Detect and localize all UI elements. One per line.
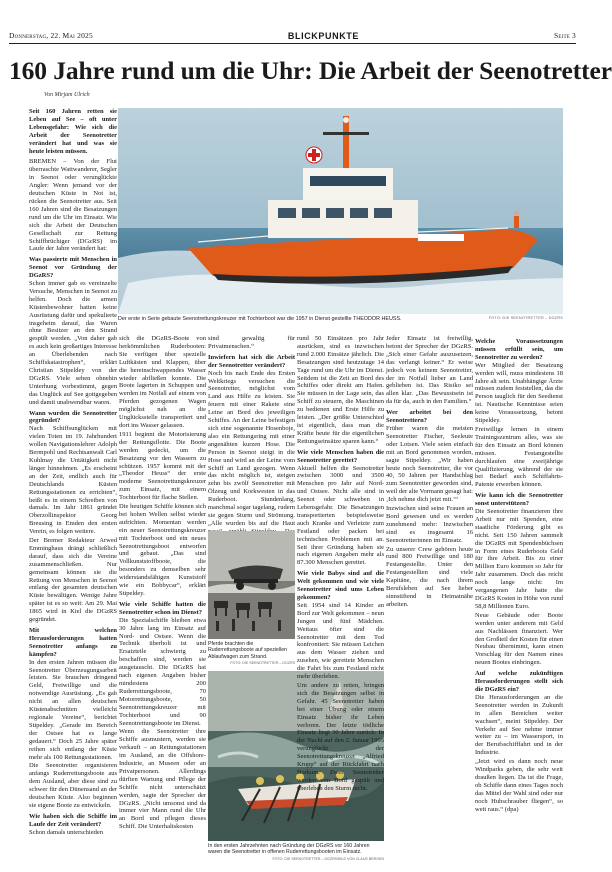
photo-credit: FOTO: DIE SEENOTRETTER – DGZRS [230,661,295,666]
subheading: Auf welche zukünftigen Herausforderungen stellt sich die DGzRS ein? [475,670,563,693]
paragraph: Die Seenotretter finanzieren ihre Arbeit nur mit Spenden, eine staatliche Förderung gibt es nicht. Seit 150 Jahren sammelt die DGzRS mit Spendenbüchsen in Form eines Ruderboots Geld für ihre Arbeit. Bis zu einer Million Euro kommen so Jahr für Jahr zusammen. Doch das reicht noch lange nicht: Im vergangenen Jahr hatte die DGzRS Kosten in Höhe von rund 58,8 Millionen Euro. [475,508,563,610]
subheading: Inwiefern hat sich die Arbeit der Seenotretter verändert? [208,353,295,369]
article-headline: 160 Jahre rund um die Uhr: Die Arbeit der Seenotretter [9,56,612,85]
byline: Von Mirjam Ulrich [44,92,90,98]
paragraph: Die Seenotretter organisieren anfangs Ruderrettungsboote aus dem Ausland, aber diese sind zu schwer für den Dünensand an der deutschen Küste. Also beginnen sie eigene Boote zu entwickeln. [29,762,117,809]
subheading: Mit welchen Herausforderungen hatten Seenotretter anfangs zu kämpfen? [29,627,117,658]
subheading: Wie viele Babys sind auf die Welt gekommen und wie viele Seenotretter sind ums Leben gekommen? [297,570,384,601]
paragraph: Jeder Einsatz ist freiwillig, betont der Sprecher der DGzRS. „Sich einer Gefahr auszusetzen, das verlangt keiner.“ Er weise jedoch von keinem Seenotretter, der im Notfall lieber an Land geblieben ist. Das Risiko sei allen klar. „Das Bewusstsein ist da für da, auch in den Familien.“ [386,335,473,406]
subheading: Wie kann ich die Seenotretter sonst unterstützen? [475,492,563,508]
paragraph: BREMEN – Von der Flut überraschte Wattwanderer, Segler in Seenot oder verunglückte Angler: Wenn jemand vor der deutschen Küste in Not ist, rücken die Seenotretter aus. Seit 160 Jahren sind die Besatzungen rund um die Uhr im Einsatz. Wie sich die Arbeit der Deutschen Gesellschaft zur Rettung Schiffbrüchiger (DGzRS) im Laufe der Jahre verändert hat: [29,158,117,253]
paragraph: Die Herausforderungen an die Seenotretter werden in Zukunft in allen Bereichen weiter wachsen“, meint Stipeldey. Der Verkehr auf See nehme immer weiter zu – im Wassersport, in der Berufsschifffahrt und in der Industrie. [475,693,563,757]
article-column-6 [475,335,563,861]
bw-photo-caption [208,641,295,667]
paragraph: Früher waren die meisten Seenotretter Fischer, Seeleute oder Lotsen. Viele seien einfach mit an Bord genommen worden, sagte Stipeldey. „Wir haben heute noch Seenotretter, die vor 40, 50 Jahren per Handschlag zum Seenotretter geworden sind, weil der alte Vormann gesagt hat: ‚Ich nehme dich jetzt mit.‘“ [386,424,473,504]
horse-wagon-photo [208,531,295,639]
rescue-cruiser-illustration [118,108,563,314]
paragraph: Schon damals unterschieden [29,828,104,836]
paragraph: Um andere zu retten, bringen sich die Besatzungen selbst in Gefahr. 45 Seenotretter haben bei einer Übung oder einem Einsatz bisher ihr Leben verloren. Der letzte tödliche Einsatz liegt 30 Jahre zurück: In der Nacht auf den 2. Januar 1995 verunglückt der Seenotrettungskreuzer „Alfried Krupp“ auf der Rückfahrt nach Borkum. Zwei Seenotretter werden von Bord gespült und überleben den Sturm nicht. [297,681,384,792]
subheading: Wie viele Menschen haben die Seenotretter gerettet? [297,448,384,464]
article-column-2 [119,335,206,861]
paragraph: Wenn die Seenotretter ihre Schiffe ausmustern, werden sie verkauft – an Rettungsstationen im Ausland, an die Offshore-Industrie, an Museen oder an Privatpersonen. Allerdings dürften Wartung und Pflege der Schiffe nicht unterschätzt werden, sagte der Sprecher der DGzRS. „Nicht umsonst sind da immer vier Mann rund die Uhr an Bord und pflegen dieses Schiff. Die Unterhaltskosten [119,728,206,831]
rescue-cruiser-photo [118,108,563,314]
article-column-3 [208,335,295,529]
horse-wagon-illustration [208,531,295,639]
paragraph: In den ersten Jahren müssen die Seenotretter Überzeugungsarbeit leisten. Sie brauchen dringend Geld, Freiwillige und die notwendige Ausrüstung. „Es gab nicht an allen deutschen Küstenabschnitten vielleicht regionale Vereine“, berichtet Stipeldey. „Gerade im Bereich der Ostsee hat es lange gedauert.“ Doch 25 Jahre später reihen sich entlang der Küste mehr als 100 Rettungsstationen. [29,658,117,761]
article-column-5 [386,335,473,861]
subheading: Wie viele Schiffe hatten die Seenotretter schon im Dienst? [119,600,206,616]
article-column-1 [29,108,117,861]
paragraph: Die heutigen Schiffe können sich bei hohen Wellen selbst wieder aufrichten. Momentan werden ein neuer Seenotrettungskreuzer mit Tochterboot und ein neues Seenotrettungsboot entworfen und gebaut. „Das sind Vollkunststoffboote, die besonders zu demselben sehr widerstandsfähigen Kunststoff wie ein Bobbycar“, erklärt Stipeldey. [119,503,206,597]
photo-credit: FOTO: DIE SEENOTRETTER – DGZRS [488,316,563,320]
paragraph: Schon immer gab es vereinzelte Versuche, Menschen in Seenot zu helfen. Doch die armen Küstenbewohner hatten keine Ausrüstung dafür und spekulierte insgeheim darauf, das Waren ohne Besitzer an den Strand gespült werden. „Von daher gab es auch kein großartiges Interesse an Überlebenden nach Schiffskatastrophen“, erklärt Christian Stipeldey von der DGzRS. Viele sehen ohnehin Unterhung vorbestimmt, gegen das Unglück auf See gottgegeben und damit unabwendbar waren. [29,280,117,406]
subheading: Wer arbeitet bei den Seenotrettern? [386,409,473,425]
main-photo-caption [118,316,563,322]
photo-credit: FOTO: DIE SEENOTRETTER – DGZRS/BILD VON CLAUS BERGEN [272,856,384,861]
subheading: Wann wurden die Seenotretter gegründet? [29,409,117,425]
paragraph: rund 50 Einsätzen pro Jahr ausrücken, sind es inzwischen rund 2.000 Einsätze jährlich. Die Besatzungen sind heutzutage 14 Tage rund um die Uhr im Dienst. Seitdem ist die Zeit an Bord des Schiffes oder direkt am Hafen. Sie müssen in der Lage sein, das Schiff zu steuern, die Maschinen zu bedienen und Erste Hilfe zu leisten. „Der größte Unterschied ist eigentlich, dass man die Kräfte heute für die eigentlichen Rettungseinsätze sparen kann.“ [297,335,384,445]
caption-text: In den ersten Jahrzehnten nach Gründung der DGzRS vor 160 Jahren waren die Seenotretter in offenen Ruderrettungsbooten im Einsatz. [208,843,370,856]
paragraph: Noch bis nach Ende des Ersten Weltkriegs versuchen die Seenotretter, möglichst vom Land aus Hilfe zu leisten. Sie feuern mit einer Rakete eine Leine an Bord des jeweiligen Schiffes. An der Leine befestigen sich eine sogenannte Hosenboje, also ein Rettungsring mit einer angenähten kurzen Hose. Die Person in Seenot steigt in die Hose und wird an der Leine vom Schiff an Land gezogen. Wenn das nicht möglich ist, steigen zehn bis zwölf Seenotretter mit Ölzeug und Korkwesten in das Ruderboot. Stundenlang, manchmal sogar tagelang, rudern sie gegen Sturm und Strömung. „Alle wurden bis auf die Haut [208,369,295,527]
caption-text: Der erste in Serie gebaute Seenotrettungskreuzer mit Tochterboot war die 1957 in Dienst gestellte THEODOR HEUSS. [118,316,402,322]
paragraph: Wer Mitglied der Besatzung werden will, muss mindestens 18 Jahre alt sein. Unabhängige Ärzte müssen zudem feststellen, das die Person tauglich für den Seedienst ist. Nautische Kenntnisse seien keine Voraussetzung, betont Stipeldey. [475,361,563,425]
paragraph: sind gewaltig für Privatmenschen.“ [208,335,295,350]
paragraph: „Jetzt wird es dann noch neue Windparks geben, die sehr weit draußen liegen. Da ist die Frage, ob Schiffe dann eines Tages noch das Mittel der Wahl sind oder nur noch Hubschrauber fliegen“, so weit raus.“ (dpa) [475,758,563,813]
article-column-4 [297,335,384,861]
paragraph: sich die DGzRS-Boote von herkömmlichen Ruderbooten: Sie verfügen über spezielle Luftkästen und Klappen, über die hereinschwappendes Wasser wieder abfließen konnte. Die Boote lagerten in Schuppen und werden im Notfall auf einem von Pferden gezogenen Wagen möglichst nah an die Unglücksstelle transportiert und dort ins Wasser gelassen. [119,335,206,429]
paragraph: Der Bremer Redakteur Arwed Emminghaus drängt schließlich darauf, dass sich die Vereine zusammenschließen. Nur gemeinsam können sie die Rettung von Menschen in Seenot entlang der gesamten deutschen Küste bewältigen. Wenige Jahre später ist es so weit: Am 29. Mai 1865 wird in Kiel die DGzRS gegründet. [29,537,117,624]
paragraph: Die Spezialschiffe bleiben etwa 30 Jahre lang im Einsatz auf Nord- und Ostsee. Wenn die Technik überholt ist und Ersatzteile schwierig zu beschaffen sind, werden sie ausgetauscht. Die DGzRS hat nach eigenen Angaben bisher mindestens 200 Ruderrettungsboote, 70 Motorrettungsboote, 50 Seenotrettungskreuzer mit Tochterboot und 90 Seenotrettungsboote im Dienst. [119,616,206,727]
paragraph: Seit 1954 sind 14 Kinder an Bord zur Welt gekommen – neun Jungen und fünf Mädchen. Weitaus öfter sind die Seenotretter mit dem Tod konfrontiert: Sie müssen Leichen aus dem Wasser ziehen und zusehen, wie gerettete Menschen die Fahrt bis zum Festland nicht mehr überleben. [297,601,384,681]
paragraph: Aktuell helfen die Seenotretter zwischen 3000 und 3500 Menschen pro Jahr auf Nord- und Ostsee. Nicht alle sind in Seenot oder schweben in Lebensgefahr. Die Besatzungen transportierten beispielsweise auch Kranke und Verletzte zum Festland oder packen bei technischen Problemen mit an. Seit ihrer Gründung haben sie nach eigenen Angaben mehr als 87.300 Menschen gerettet. [297,464,384,567]
subheading: Welche Voraussetzungen müssen erfüllt sein, um Seenotretter zu werden? [475,338,563,361]
paragraph: Nach Schiffsunglücken mit vielen Toten im 19. Jahrhundert wollen Navigationslehrer Adolph Bermpohl und Rechtsanwalt Carl Kuhlmay die Untätigkeit nicht länger hinnehmen. „Es erscheint an der Zeit, endlich auch für Deutschlands Küsten Rettungsstationen zu errichten“, heißt es in einem Schreiben von damals. Im Jahr 1861 gründet Oberzollinspektor Georg Breusing in Emden den ersten Verein, es folgen weitere. [29,425,117,536]
article-lead: Seit 160 Jahren retten sie Leben auf See – oft unter Lebensgefahr: Wie sich die Arbeit der Seenotretter verändert hat und was sie heute leisten müssen. [29,108,117,155]
section-rubric: BLICKPUNKTE [287,30,359,41]
page-number: Seite 3 [553,31,576,40]
page-header [9,28,576,44]
paragraph: Freiwillige lernen in einem Trainingszentrum alles, was sie für den Einsatz an Bord können müssen. Festangestellte durchlaufen eine zweijährige Qualifizierung, während der sie bei Bedarf auch Schiffahrts-Patente erwerben können. [475,425,563,489]
subheading: Was passierte mit Menschen in Seenot vor Gründung der DGzRS? [29,256,117,280]
paragraph: Neue Gebäude oder Boote werden unter anderem mit Geld aus Nachlässen finanziert. Wer den Großteil der Kosten für einen Neubau übernimmt, kann einen Vorschlag für den Namen eines neuen Bootes einbringen. [475,611,563,667]
caption-text: Pferde brachten die Ruderrettungsboote auf speziellen Ablaufwagen zum Strand. [208,641,288,660]
paragraph: Inzwischen sind seine Frauen an Bord gewesen und es werden zunehmend mehr: Inzwischen sind es insgesamt 16 Seenotretterinnen im Einsatz. [386,505,473,544]
paragraph: 1911 beginnt die Motorisierung der Rettungsflotte. Die Boote werden gedeckt, um die Besatzung vor den Wassern zu schützen. 1957 kommt mit der „Theodor Heuss“ der erste moderne Seenotrettungskreuzer zum Einsatz, mit einem Tochterboot für flache Stellen. [119,430,206,502]
subheading: Wie haben sich die Schiffe im Laufe der Zeit verändert? [29,812,117,828]
paragraph: Zu unserer Crew gehören heute rund 800 Freiwillige und 180 Festangestellte. Unter den Festangestellten sind viele Kapitäne, die nach ihrem Berufsleben auf See lieber sinnstiftend in Heimatnähe arbeiten. [386,545,473,608]
issue-date: Donnerstag, 22. Mai 2025 [9,31,93,40]
